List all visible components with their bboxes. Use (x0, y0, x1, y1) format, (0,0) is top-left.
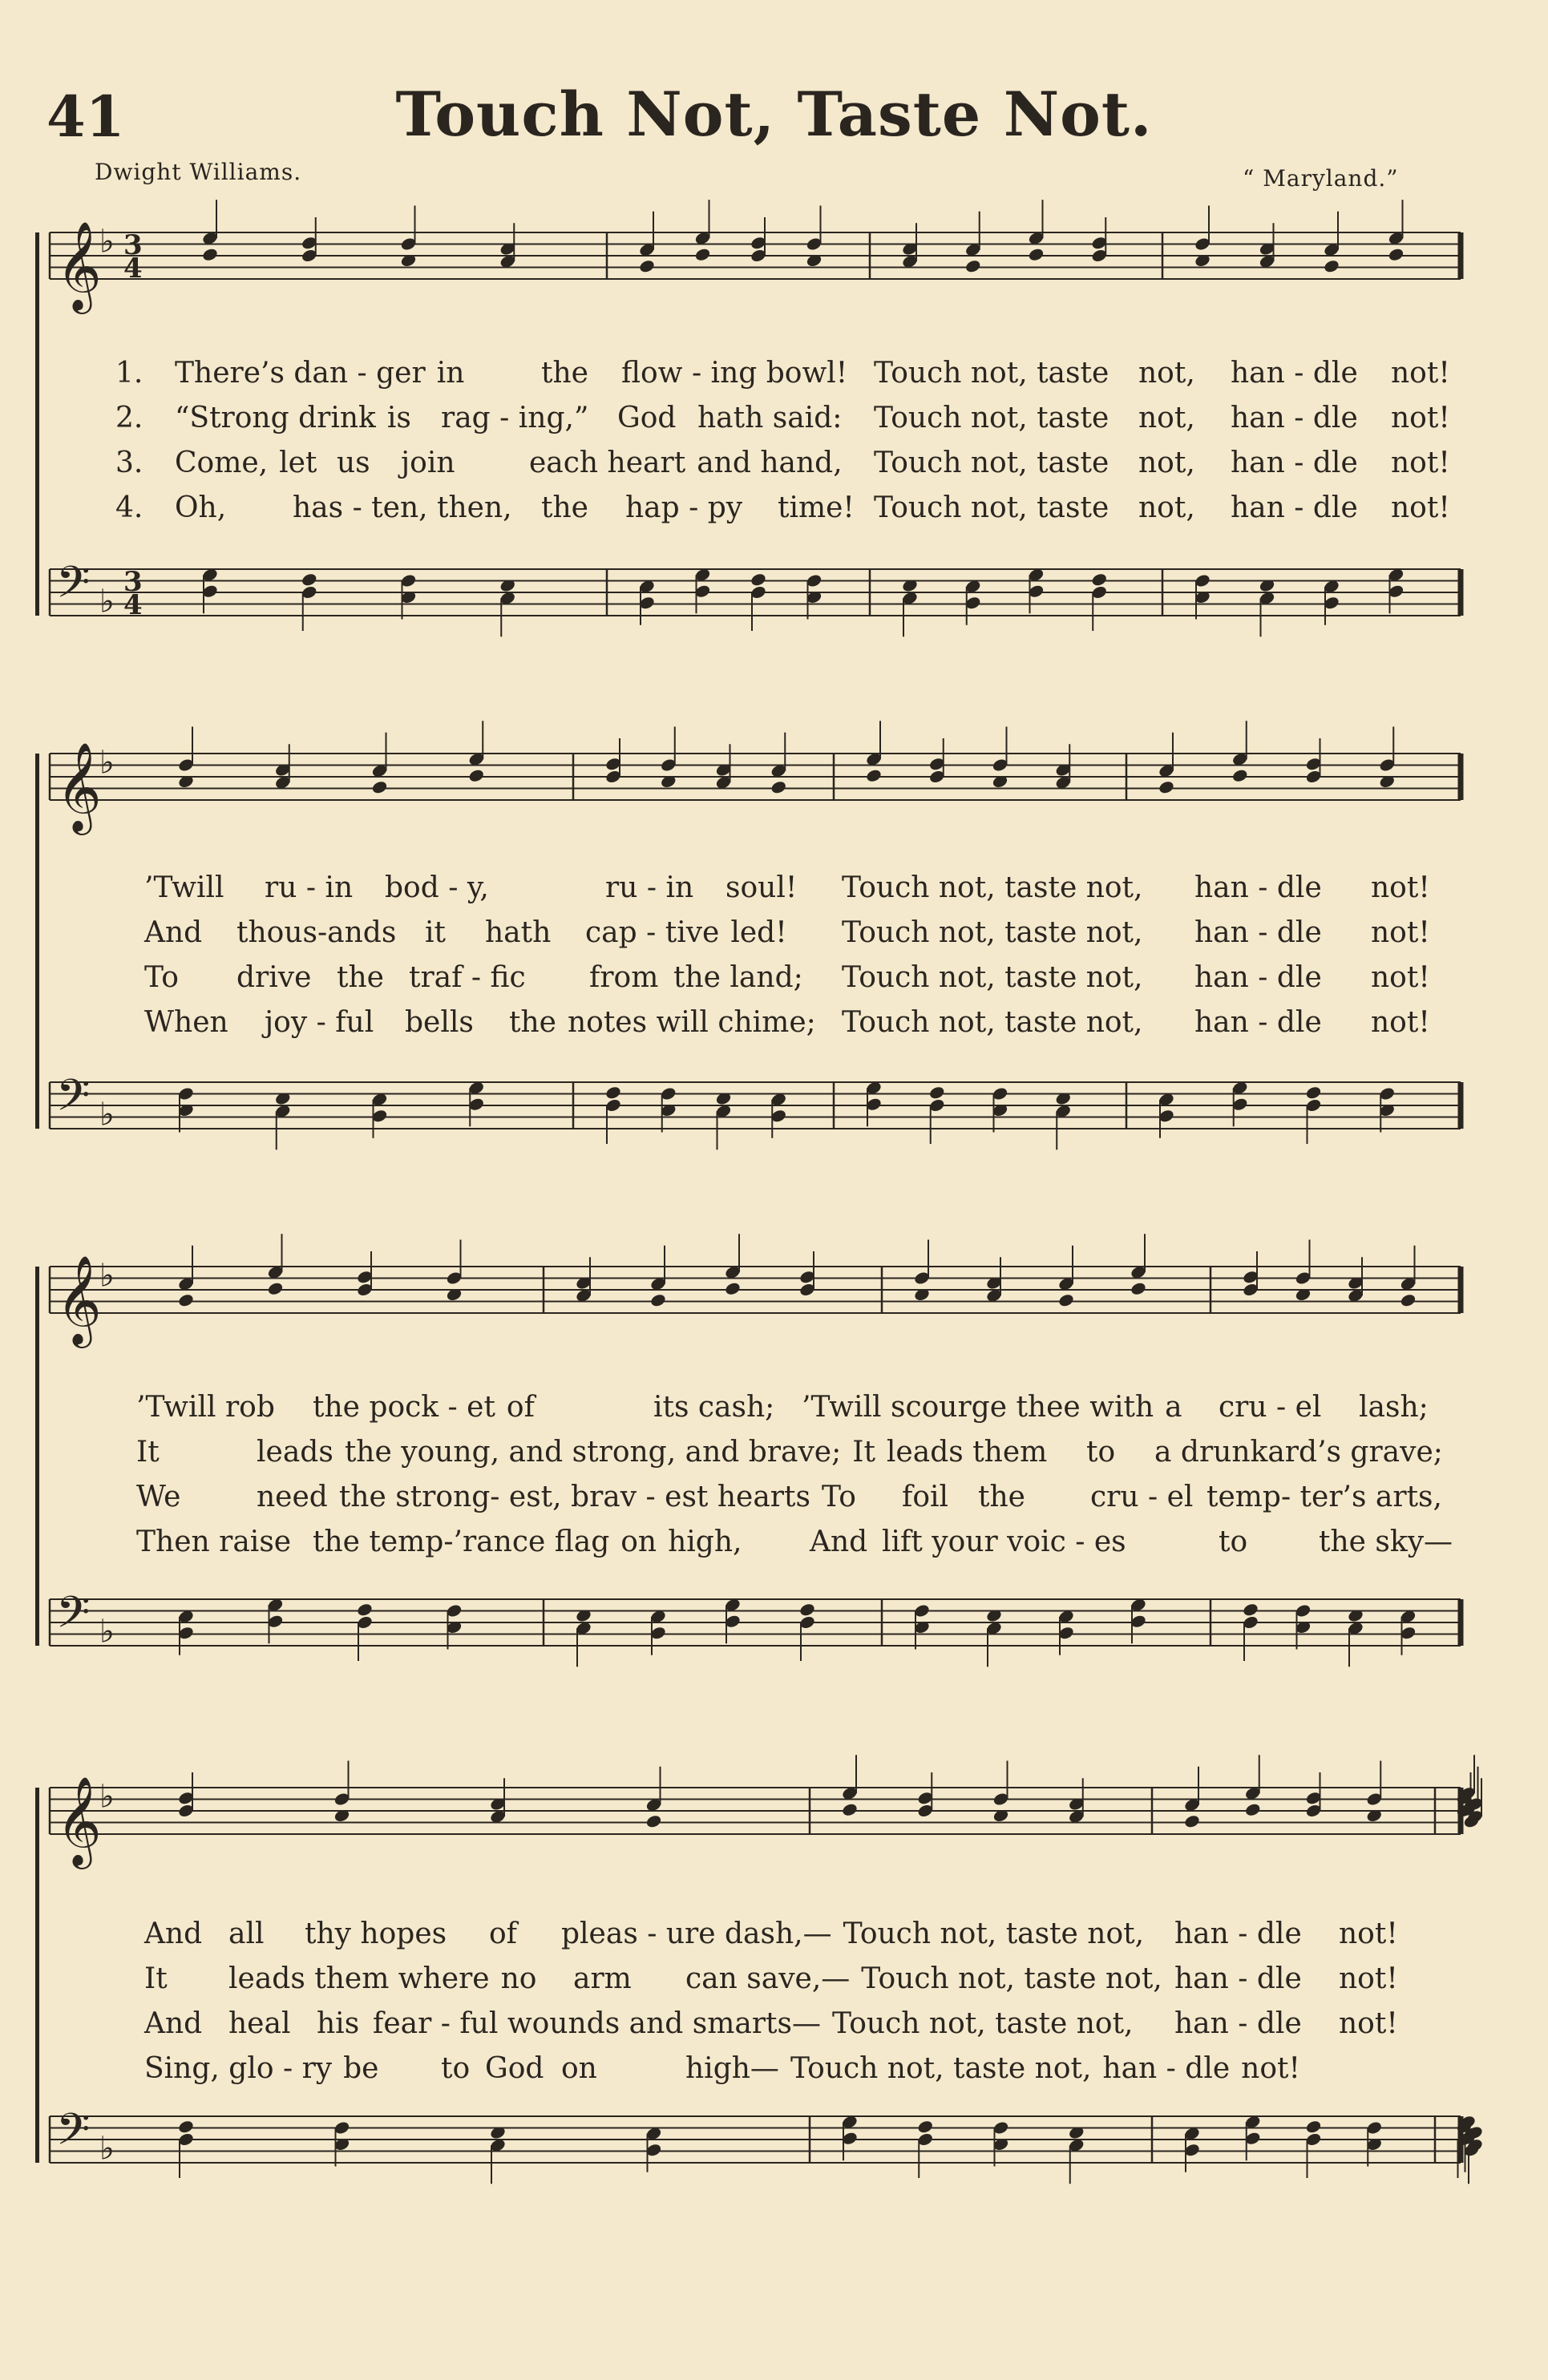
lyric-syllable: Touch not, taste not, (842, 961, 1143, 994)
lyric-syllable: the (509, 1006, 556, 1039)
bass-clef-icon: 𝄢 (56, 1586, 91, 1649)
bass-staff (0, 1050, 1548, 1226)
lyric-syllable: not! (1371, 1006, 1430, 1039)
hymn-number: 41 (46, 83, 125, 150)
lyric-syllable: It (144, 1962, 168, 1995)
lyric-syllable: not! (1339, 1962, 1398, 1995)
lyric-line (0, 916, 1548, 961)
note-head-82 (865, 768, 883, 783)
treble-staff (0, 1234, 1548, 1411)
lyric-syllable: the temp-’rance flag (313, 1525, 610, 1558)
lyric-syllable: han - dle (1231, 447, 1358, 479)
lyric-syllable: its cash; (653, 1391, 775, 1424)
note-head-246 (1305, 2119, 1323, 2135)
bass-clef-icon: 𝄢 (56, 1069, 91, 1132)
lyric-syllable: the (337, 961, 384, 994)
lyric-syllable: all (228, 1917, 265, 1950)
lyric-syllable: And (810, 1525, 868, 1558)
lyric-syllable: han - dle (1102, 2052, 1231, 2085)
lyric-syllable: the young, and strong, and brave; (344, 1436, 842, 1469)
note-head-2 (201, 247, 219, 262)
lyric-syllable: to (1219, 1525, 1248, 1558)
time-signature-digit: 4 (123, 589, 143, 621)
note-head-116 (928, 1085, 946, 1101)
treble-clef-icon: 𝄞 (56, 220, 102, 310)
lyric-syllable: We (136, 1481, 181, 1513)
note-head-36 (301, 572, 318, 588)
lyric-syllable: join (401, 447, 455, 479)
note-head-22 (1028, 247, 1045, 262)
lyric-syllable: not, (1138, 491, 1195, 524)
time-signature-digit: 3 (123, 566, 143, 598)
lyric-syllable: And (144, 2007, 203, 2040)
flat-key-signature-icon: ♭ (99, 1613, 115, 1651)
lyric-syllable: traf - fic (409, 961, 526, 994)
lyric-syllable: the sky— (1319, 1525, 1453, 1558)
lyric-syllable: on (561, 2052, 597, 2085)
note-head-130 (177, 1293, 195, 1308)
lyric-syllable: of (489, 1917, 517, 1950)
lyric-syllable: of (506, 1391, 535, 1424)
note-head-152 (1130, 1281, 1147, 1296)
flat-key-signature-icon: ♭ (99, 1778, 115, 1816)
lyric-syllable: han - dle (1194, 871, 1322, 904)
lyric-syllable: thy hopes (305, 1917, 447, 1950)
note-head-140 (649, 1293, 667, 1308)
lyric-syllable: When (144, 1006, 228, 1039)
lyric-syllable: it (425, 916, 446, 949)
lyric-syllable: Touch not, taste not, (790, 2052, 1092, 2085)
lyric-syllable: the strong- est, brav - est hearts (338, 1481, 810, 1513)
lyric-syllable: To (822, 1481, 856, 1513)
lyric-syllable: notes will chime; (567, 1006, 816, 1039)
treble-clef-icon: 𝄞 (56, 1255, 102, 1344)
lyric-syllable: And (144, 1917, 203, 1950)
lyric-syllable: not, (1138, 402, 1195, 434)
lyric-syllable: Touch not, taste not, (843, 1917, 1145, 1950)
lyric-syllable: arm (573, 1962, 632, 1995)
note-head-226 (177, 2119, 195, 2135)
lyric-syllable: han - dle (1194, 1006, 1322, 1039)
lyric-line (0, 357, 1548, 402)
note-head-46 (750, 572, 767, 588)
lyric-line (0, 447, 1548, 491)
note-head-160 (1400, 1293, 1417, 1308)
lyric-syllable: a drunkard’s grave; (1154, 1436, 1443, 1469)
note-head-210 (1183, 1814, 1201, 1829)
lyric-syllable: time! (778, 491, 855, 524)
lyric-line (0, 491, 1548, 536)
lyric-syllable: to (441, 2052, 471, 2085)
lyric-syllable: han - dle (1194, 916, 1322, 949)
lyric-syllable: the (541, 357, 588, 390)
note-head-12 (694, 247, 712, 262)
lyric-syllable: Touch not, taste not, (861, 1962, 1162, 1995)
lyric-syllable: leads them (886, 1436, 1048, 1469)
flat-key-signature-icon: ♭ (99, 744, 115, 782)
lyric-syllable: hath (485, 916, 552, 949)
lyric-line (0, 2052, 1548, 2097)
lyric-syllable: not, (1138, 447, 1195, 479)
lyric-syllable: is (386, 402, 411, 434)
lyric-syllable: bod - y, (385, 871, 489, 904)
lyric-syllable: ’Twill (144, 871, 224, 904)
note-head-56 (1090, 572, 1108, 588)
flat-key-signature-icon: ♭ (99, 1257, 115, 1295)
lyric-line (0, 2007, 1548, 2052)
lyric-syllable: han - dle (1231, 402, 1358, 434)
lyric-syllable: high, (668, 1525, 742, 1558)
lyric-syllable: Touch not, taste (874, 357, 1109, 390)
lyric-syllable: There’s dan - ger (175, 357, 426, 390)
lyric-syllable: lift your voic - es (882, 1525, 1126, 1558)
lyric-syllable: God (617, 402, 677, 434)
treble-clef-icon: 𝄞 (56, 1776, 102, 1865)
lyric-syllable: cru - el (1090, 1481, 1194, 1513)
lyric-syllable: not! (1391, 447, 1450, 479)
lyric-line (0, 1436, 1548, 1481)
note-head-92 (1231, 768, 1249, 783)
lyric-syllable: be (343, 2052, 379, 2085)
lyric-syllable: need (257, 1481, 328, 1513)
lyric-line (0, 1481, 1548, 1525)
treble-staff (0, 200, 1548, 377)
lyric-syllable: not, (1138, 357, 1195, 390)
lyric-syllable: thous-ands (236, 916, 397, 949)
lyric-syllable: Touch not, taste (874, 402, 1109, 434)
lyric-syllable: ru - in (265, 871, 354, 904)
lyric-line (0, 961, 1548, 1006)
lyric-syllable: Come, (175, 447, 269, 479)
note-head-132 (267, 1281, 285, 1296)
lyric-syllable: han - dle (1174, 1962, 1302, 1995)
lyric-syllable: not! (1371, 871, 1430, 904)
lyric-syllable: fear - ful wounds and smarts— (373, 2007, 822, 2040)
lyric-syllable: ru - in (605, 871, 694, 904)
note-head-32 (1388, 247, 1405, 262)
lyric-syllable: ’Twill scourge thee with (802, 1391, 1154, 1424)
note-head-72 (467, 768, 485, 783)
lyric-syllable: high— (685, 2052, 779, 2085)
note-head-90 (1158, 780, 1175, 795)
lyric-syllable: hap - py (625, 491, 743, 524)
lyric-syllable: Oh, (175, 491, 227, 524)
lyric-syllable: God (485, 2052, 544, 2085)
lyric-syllable: leads them where (228, 1962, 490, 1995)
flat-key-signature-icon: ♭ (99, 2130, 115, 2168)
note-head-10 (638, 259, 656, 274)
lyric-line (0, 1525, 1548, 1570)
lyric-syllable: ’Twill rob (136, 1391, 275, 1424)
lyric-line (0, 1962, 1548, 2007)
lyric-syllable: not! (1371, 916, 1430, 949)
lyric-line (0, 1006, 1548, 1051)
lyric-syllable: Touch not, taste (874, 491, 1109, 524)
lyric-syllable: not! (1391, 357, 1450, 390)
note-head-20 (964, 259, 982, 274)
lyric-syllable: the (978, 1481, 1025, 1513)
lyric-syllable: Touch not, taste not, (832, 2007, 1134, 2040)
lyric-syllable: led! (730, 916, 787, 949)
lyric-syllable: Sing, glo - ry (144, 2052, 333, 2085)
lyric-syllable: rag - ing,” (441, 402, 589, 434)
note-head-150 (1057, 1293, 1075, 1308)
flat-key-signature-icon: ♭ (99, 1096, 115, 1133)
time-signature-digit: 4 (123, 253, 143, 285)
lyric-syllable: in (436, 357, 465, 390)
lyric-syllable: soul! (725, 871, 798, 904)
flat-key-signature-icon: ♭ (99, 583, 115, 620)
lyric-syllable: can save,— (685, 1962, 851, 1995)
lyric-syllable: no (500, 1962, 537, 1995)
lyric-syllable: us (337, 447, 370, 479)
lyric-syllable: the (541, 491, 588, 524)
lyric-syllable: Touch not, taste (874, 447, 1109, 479)
lyric-syllable: han - dle (1231, 357, 1358, 390)
verse-number: 2. (115, 402, 143, 434)
lyric-syllable: not! (1339, 1917, 1398, 1950)
lyric-syllable: temp- ter’s arts, (1206, 1481, 1442, 1513)
lyric-line (0, 1391, 1548, 1436)
author-credit: Dwight Williams. (95, 159, 302, 185)
lyric-syllable: han - dle (1174, 1917, 1302, 1950)
treble-clef-icon: 𝄞 (56, 741, 102, 831)
note-head-236 (916, 2119, 934, 2135)
verse-number: 3. (115, 447, 143, 479)
note-head-30 (1323, 259, 1340, 274)
lyric-syllable: from (589, 961, 659, 994)
lyric-syllable: not! (1241, 2052, 1300, 2085)
lyric-syllable: leads (257, 1436, 333, 1469)
lyric-line (0, 402, 1548, 447)
hymn-title: Touch Not, Taste Not. (395, 79, 1153, 150)
lyric-syllable: han - dle (1174, 2007, 1302, 2040)
lyric-syllable: joy - ful (265, 1006, 374, 1039)
lyric-syllable: To (144, 961, 179, 994)
lyric-syllable: heal (228, 2007, 291, 2040)
lyric-syllable: has - ten, then, (293, 491, 512, 524)
time-signature-digit: 3 (123, 229, 143, 261)
lyric-syllable: hath said: (697, 402, 843, 434)
bass-clef-icon: 𝄢 (56, 556, 91, 619)
lyric-syllable: han - dle (1194, 961, 1322, 994)
lyric-syllable: let (279, 447, 317, 479)
treble-staff (0, 1756, 1548, 1932)
verse-number: 4. (115, 491, 143, 524)
note-head-176 (798, 1602, 816, 1618)
lyric-syllable: drive (236, 961, 312, 994)
lyric-syllable: han - dle (1231, 491, 1358, 524)
lyric-syllable: Touch not, taste not, (842, 916, 1143, 949)
lyric-syllable: each heart (529, 447, 686, 479)
lyric-syllable: “Strong drink (175, 402, 376, 434)
flat-key-signature-icon: ♭ (99, 223, 115, 261)
note-head-142 (724, 1281, 742, 1296)
lyric-syllable: flow - ing bowl! (621, 357, 848, 390)
lyric-syllable: Touch not, taste not, (842, 1006, 1143, 1039)
lyric-syllable: the pock - et (313, 1391, 495, 1424)
lyric-line (0, 1917, 1548, 1962)
lyric-syllable: not! (1391, 491, 1450, 524)
lyric-syllable: and hand, (697, 447, 843, 479)
lyric-syllable: pleas - ure dash,— (561, 1917, 832, 1950)
note-head-202 (841, 1802, 859, 1817)
lyric-syllable: foil (902, 1481, 949, 1513)
lyric-syllable: Then raise (136, 1525, 292, 1558)
bass-clef-icon: 𝄢 (56, 2103, 91, 2166)
note-head-80 (770, 780, 787, 795)
lyric-syllable: It (852, 1436, 875, 1469)
lyric-syllable: And (144, 916, 203, 949)
bass-staff (0, 1567, 1548, 1744)
note-head-212 (1244, 1802, 1262, 1817)
bass-staff (0, 537, 1548, 713)
note-head-166 (356, 1602, 374, 1618)
note-head-126 (1305, 1085, 1323, 1101)
lyric-syllable: Touch not, taste not, (842, 871, 1143, 904)
lyric-syllable: It (136, 1436, 160, 1469)
note-head-200 (645, 1814, 663, 1829)
lyric-syllable: bells (405, 1006, 474, 1039)
lyric-syllable: not! (1339, 2007, 1398, 2040)
lyric-syllable: the land; (673, 961, 803, 994)
note-head-186 (1242, 1602, 1259, 1618)
lyric-syllable: lash; (1359, 1391, 1429, 1424)
lyric-syllable: to (1086, 1436, 1116, 1469)
lyric-syllable: not! (1371, 961, 1430, 994)
tune-name: “ Maryland.” (1243, 165, 1399, 192)
note-head-106 (604, 1085, 622, 1101)
verse-number: 1. (115, 357, 143, 390)
lyric-syllable: on (620, 1525, 657, 1558)
lyric-syllable: a (1165, 1391, 1182, 1424)
lyric-syllable: not! (1391, 402, 1450, 434)
lyric-syllable: his (317, 2007, 360, 2040)
note-head-70 (371, 780, 389, 795)
lyric-syllable: cru - el (1219, 1391, 1322, 1424)
lyric-line (0, 871, 1548, 916)
bass-staff (0, 2084, 1548, 2261)
lyric-syllable: cap - tive (585, 916, 720, 949)
